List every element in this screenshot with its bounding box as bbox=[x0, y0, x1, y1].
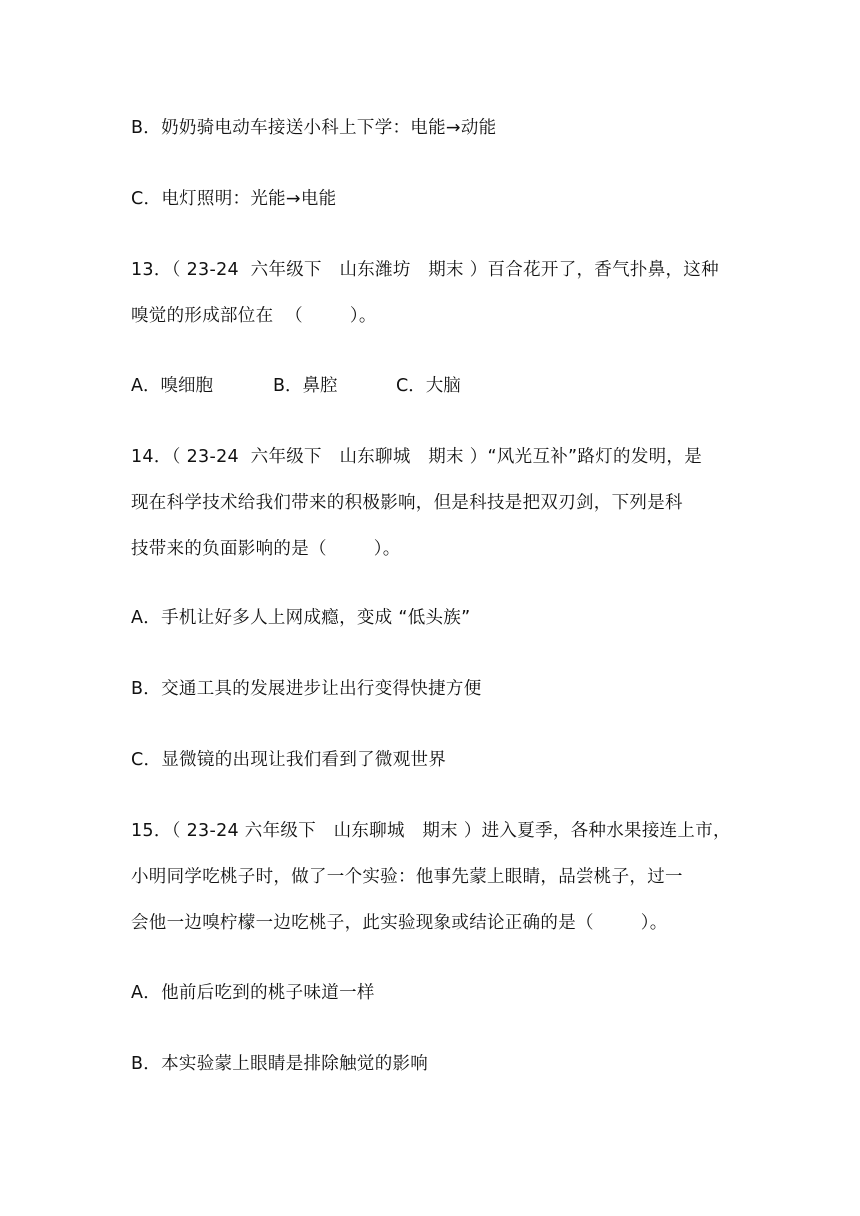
q13-option-c: C．大脑 bbox=[396, 376, 461, 396]
q12-option-b: B．奶奶骑电动车接送小科上下学：电能→动能 bbox=[131, 118, 497, 138]
q13-stem-line-1: 13．（ 23-24 六年级下 山东潍坊 期末 ）百合花开了，香气扑鼻，这种 bbox=[131, 260, 719, 280]
q13-option-a: A．嗅细胞 bbox=[131, 376, 213, 396]
q14-stem-line-1: 14．（ 23-24 六年级下 山东聊城 期末 ）“风光互补”路灯的发明，是 bbox=[131, 447, 703, 467]
q15-option-b: B．本实验蒙上眼睛是排除触觉的影响 bbox=[131, 1054, 429, 1074]
q14-stem-line-3: 技带来的负面影响的是（ ）。 bbox=[131, 539, 401, 559]
q12-option-c: C．电灯照明：光能→电能 bbox=[131, 189, 337, 209]
q14-option-a: A．手机让好多人上网成瘾，变成 “低头族” bbox=[131, 608, 471, 628]
q15-option-a: A．他前后吃到的桃子味道一样 bbox=[131, 983, 375, 1003]
q13-option-b: B．鼻腔 bbox=[273, 376, 338, 396]
q15-stem-line-2: 小明同学吃桃子时，做了一个实验：他事先蒙上眼睛，品尝桃子，过一 bbox=[131, 867, 683, 887]
q15-stem-line-3: 会他一边嗅柠檬一边吃桃子，此实验现象或结论正确的是（ ）。 bbox=[131, 913, 668, 933]
q14-option-b: B．交通工具的发展进步让出行变得快捷方便 bbox=[131, 679, 482, 699]
q13-stem-line-2: 嗅觉的形成部位在 （ ）。 bbox=[131, 306, 377, 326]
q14-stem-line-2: 现在科学技术给我们带来的积极影响，但是科技是把双刃剑，下列是科 bbox=[131, 493, 683, 513]
q14-option-c: C．显微镜的出现让我们看到了微观世界 bbox=[131, 750, 447, 770]
q15-stem-line-1: 15．（ 23-24 六年级下 山东聊城 期末 ）进入夏季，各种水果接连上市， bbox=[131, 821, 731, 841]
